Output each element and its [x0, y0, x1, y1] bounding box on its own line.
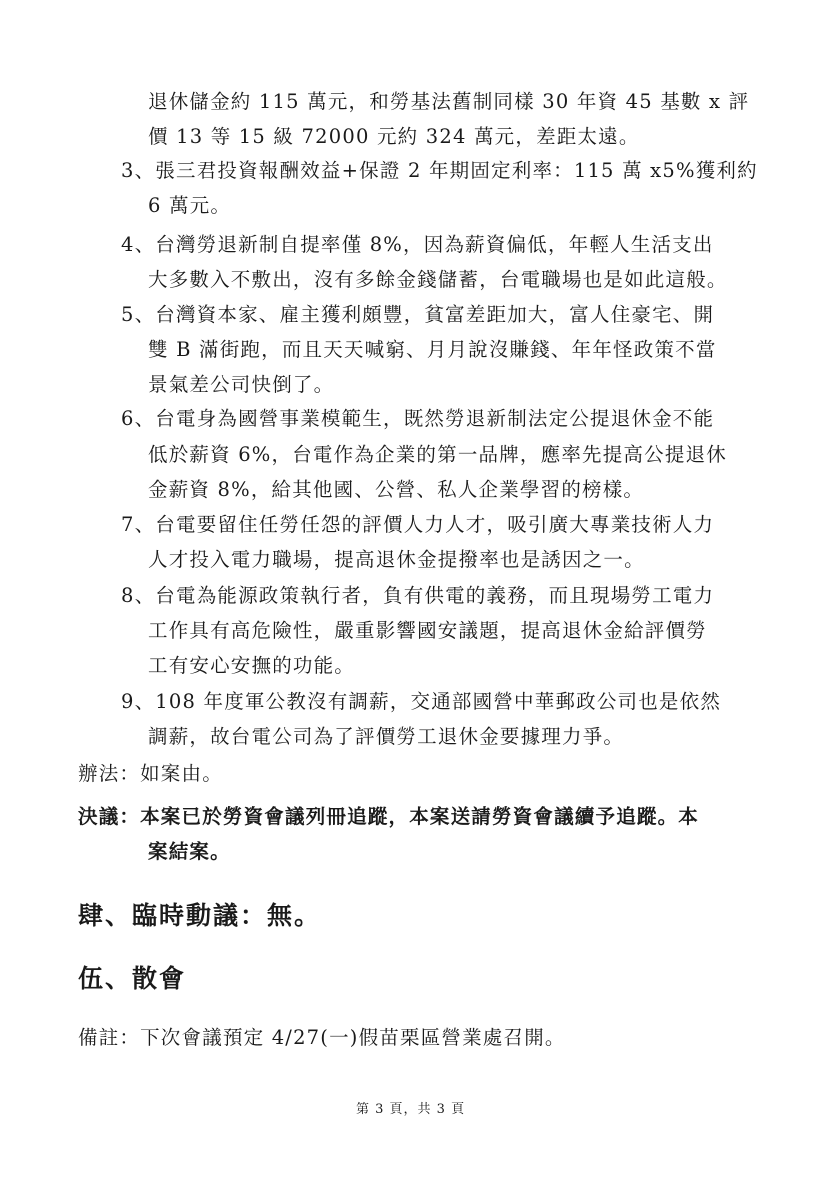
item-6-line-3: 金薪資 8%，給其他國、公營、私人企業學習的榜樣。: [148, 478, 645, 501]
item-2-line-1: 退休儲金約 115 萬元，和勞基法舊制同樣 30 年資 45 基數 x 評: [148, 90, 750, 113]
item-6-line-1: 6、台電身為國營事業模範生，既然勞退新制法定公提退休金不能: [121, 407, 715, 430]
page-number-footer: 第 3 頁，共 3 頁: [356, 1102, 466, 1117]
item-7-line-1: 7、台電要留住任勞任怨的評價人力人才，吸引廣大專業技術人力: [121, 513, 715, 536]
item-9-line-1: 9、108 年度軍公教沒有調薪，交通部國營中華郵政公司也是依然: [121, 690, 722, 713]
resolution-line-1: 決議：本案已於勞資會議列冊追蹤，本案送請勞資會議續予追蹤。本: [78, 805, 700, 828]
item-3-line-1: 3、張三君投資報酬效益+保證 2 年期固定利率：115 萬 x5%獲利約: [121, 159, 758, 182]
item-9-line-2: 調薪，故台電公司為了評價勞工退休金要據理力爭。: [148, 725, 625, 748]
item-7-line-2: 人才投入電力職場，提高退休金提撥率也是誘因之一。: [148, 548, 645, 571]
item-8-line-3: 工有安心安撫的功能。: [148, 654, 356, 677]
item-8-line-1: 8、台電為能源政策執行者，負有供電的義務，而且現場勞工電力: [121, 584, 715, 607]
item-8-line-2: 工作具有高危險性，嚴重影響國安議題，提高退休金給評價勞: [148, 619, 707, 642]
item-5-line-3: 景氣差公司快倒了。: [148, 373, 335, 396]
item-4-line-1: 4、台灣勞退新制自提率僅 8%，因為薪資偏低，年輕人生活支出: [121, 233, 714, 256]
resolution-line-2: 案結案。: [148, 840, 231, 863]
item-4-line-2: 大多數入不敷出，沒有多餘金錢儲蓄，台電職場也是如此這般。: [148, 268, 728, 291]
item-5-line-2: 雙 B 滿街跑，而且天天喊窮、月月說沒賺錢、年年怪政策不當: [148, 338, 717, 361]
item-2-line-2: 價 13 等 15 級 72000 元約 324 萬元，差距太遠。: [148, 125, 640, 148]
item-5-line-1: 5、台灣資本家、雇主獲利頗豐，貧富差距加大，富人住豪宅、開: [121, 303, 715, 326]
item-6-line-2: 低於薪資 6%，台電作為企業的第一品牌，應率先提高公提退休: [148, 443, 727, 466]
method-line: 辦法：如案由。: [78, 762, 223, 785]
item-3-line-2: 6 萬元。: [148, 194, 232, 217]
section-4-heading: 肆、臨時動議：無。: [78, 901, 322, 930]
note-line: 備註：下次會議預定 4/27(一)假苗栗區營業處召開。: [78, 1026, 566, 1049]
section-5-heading: 伍、散會: [78, 964, 187, 993]
